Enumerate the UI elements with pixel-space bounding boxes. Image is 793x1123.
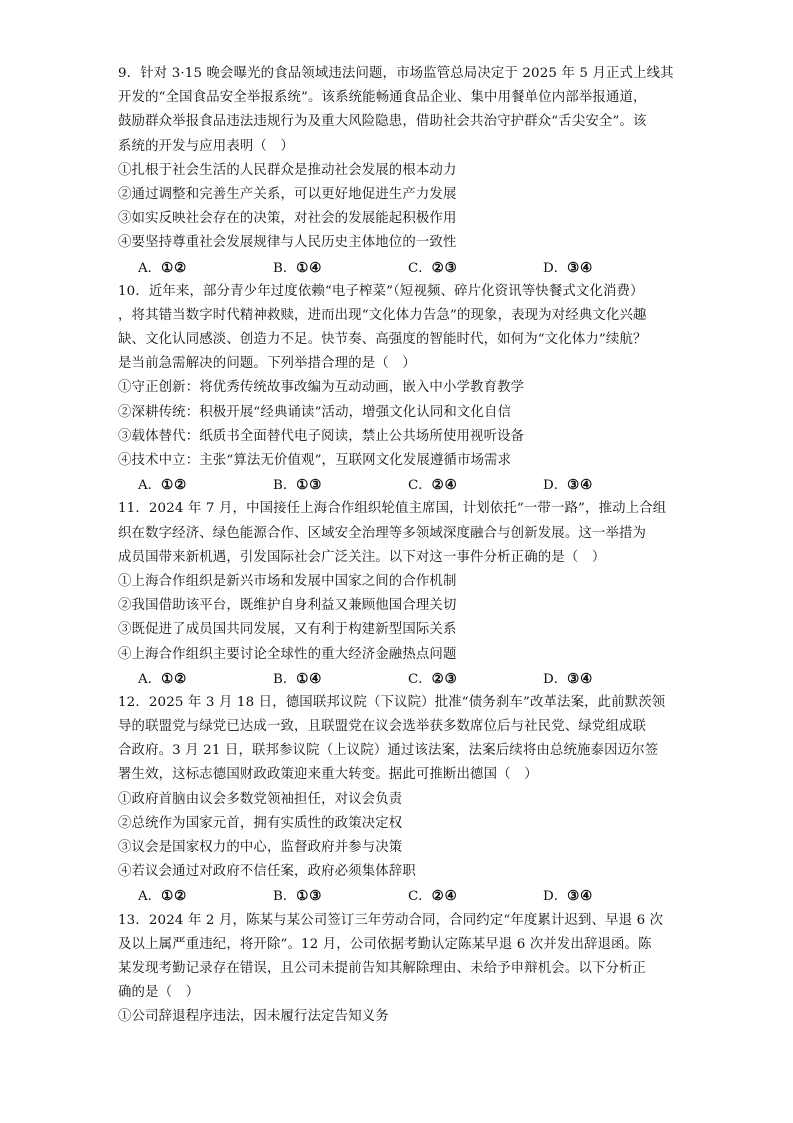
statement-option: ①上海合作组织是新兴市场和发展中国家之间的合作机制 [118, 573, 457, 589]
question-10 [118, 280, 678, 498]
question-stem-line: 11．2024 年 7 月，中国接任上海合作组织轮值主席国，计划依托“一带一路”，推动上合组 [118, 501, 667, 517]
answer-choices [118, 884, 678, 908]
choice-c: C．②③ [408, 670, 458, 687]
statement-option: ②深耕传统：积极开展“经典诵读”活动，增强文化认同和文化自信 [118, 404, 512, 420]
statement-option: ①扎根于社会生活的人民群众是推动社会发展的根本动力 [118, 162, 457, 178]
question-stem-line: 12．2025 年 3 月 18 日，德国联邦议院（下议院）批准“债务刹车”改革法案，此前默茨领 [118, 694, 666, 710]
exam-page [118, 62, 678, 1030]
question-13 [118, 909, 678, 1030]
statement-option: ②通过调整和完善生产关系，可以更好地促进生产力发展 [118, 186, 457, 202]
choice-b: B．①④ [273, 670, 323, 687]
question-stem-line: 某发现考勤记录存在错误，且公司未提前告知其解除理由、未给予申辩机会。以下分析正 [118, 960, 647, 976]
statement-option: ①守正创新：将优秀传统故事改编为互动动画，嵌入中小学教育教学 [118, 380, 525, 396]
choice-d: D．③④ [543, 477, 594, 494]
statement-option: ④技术中立：主张“算法无价值观”，互联网文化发展遵循市场需求 [118, 453, 512, 468]
choice-c: C．②④ [408, 888, 458, 905]
question-11 [118, 497, 678, 691]
choice-d: D．③④ [543, 259, 594, 276]
question-stem-line: 10．近年来，部分青少年过度依赖“电子榨菜”（短视频、碎片化资讯等快餐式文化消费） [118, 283, 644, 299]
question-9 [118, 62, 678, 280]
choice-c: C．②③ [408, 259, 458, 276]
question-stem-line: 是当前急需解决的问题。下列举措合理的是（ ） [118, 356, 416, 372]
question-stem-line: 署生效，这标志德国财政政策迎来重大转变。据此可推断出德国（ ） [118, 767, 538, 783]
choice-b: B．①④ [273, 259, 323, 276]
question-stem-line: 开发的“全国食品安全举报系统”。该系统能畅通食品企业、集中用餐单位内部举报通道， [118, 90, 647, 106]
statement-option: ③既促进了成员国共同发展，又有利于构建新型国际关系 [118, 622, 457, 638]
choice-c: C．②④ [408, 477, 458, 494]
statement-option: ③议会是国家权力的中心，监督政府并参与决策 [118, 840, 403, 855]
answer-choices [118, 256, 678, 280]
question-stem-line: 及以上属严重违纪，将开除”。12 月，公司依据考勤认定陈某早退 6 次并发出辞退函。陈 [118, 936, 652, 952]
choice-a: A．①② [138, 259, 188, 276]
statement-option: ④上海合作组织主要讨论全球性的重大经济金融热点问题 [118, 646, 457, 662]
question-stem-line: 成员国带来新机遇，引发国际社会广泛关注。以下对这一事件分析正确的是（ ） [118, 549, 606, 565]
question-stem-line: 导的联盟党与绿党已达成一致，且联盟党在议会选举获多数席位后与社民党、绿党组成联 [118, 719, 647, 735]
question-stem-line: 合政府。3 月 21 日，联邦参议院（上议院）通过该法案，法案后续将由总统施泰因迈尔签 [118, 743, 659, 759]
statement-option: ②我国借助该平台，既维护自身利益又兼顾他国合理关切 [118, 598, 457, 614]
question-stem-line: 13．2024 年 2 月，陈某与某公司签订三年劳动合同，合同约定“年度累计迟到、早退 6 次 [118, 912, 664, 928]
question-stem-line: 确的是（ ） [118, 985, 200, 1001]
statement-option: ④要坚持尊重社会发展规律与人民历史主体地位的一致性 [118, 235, 457, 251]
answer-choices [118, 667, 678, 691]
choice-b: B．①③ [273, 477, 323, 494]
statement-option: ①公司辞退程序违法，因未履行法定告知义务 [118, 1009, 389, 1025]
statement-option: ③如实反映社会存在的决策，对社会的发展能起积极作用 [118, 211, 457, 227]
choice-b: B．①③ [273, 888, 323, 905]
choice-a: A．①② [138, 888, 188, 905]
choice-d: D．③④ [543, 888, 594, 905]
statement-option: ③载体替代：纸质书全面替代电子阅读，禁止公共场所使用视听设备 [118, 428, 525, 444]
question-stem-line: 织在数字经济、绿色能源合作、区域安全治理等多领域深度融合与创新发展。这一举措为 [118, 525, 647, 541]
choice-d: D．③④ [543, 670, 594, 687]
question-stem-line: 鼓励群众举报食品违法违规行为及重大风险隐患，借助社会共治守护群众“舌尖安全”。该 [118, 114, 647, 130]
answer-choices [118, 473, 678, 497]
question-stem-line: ，将其错当数字时代精神救赎，进而出现“文化体力告急”的现象，表现为对经典文化兴趣 [118, 307, 647, 323]
choice-a: A．①② [138, 477, 188, 494]
question-stem-line: 系统的开发与应用表明（ ） [118, 138, 295, 154]
question-stem-line: 缺、文化认同感淡、创造力不足。快节奏、高强度的智能时代，如何为“文化体力”续航？ [118, 332, 647, 348]
statement-option: ④若议会通过对政府不信任案，政府必须集体辞职 [118, 864, 416, 880]
question-stem-line: 9．针对 3·15 晚会曝光的食品领域违法问题，市场监管总局决定于 2025 年 5 月正式上线其 [118, 66, 674, 81]
statement-option: ②总统作为国家元首，拥有实质性的政策决定权 [118, 815, 403, 831]
question-12 [118, 691, 678, 909]
choice-a: A．①② [138, 670, 188, 687]
statement-option: ①政府首脑由议会多数党领袖担任，对议会负责 [118, 791, 403, 807]
